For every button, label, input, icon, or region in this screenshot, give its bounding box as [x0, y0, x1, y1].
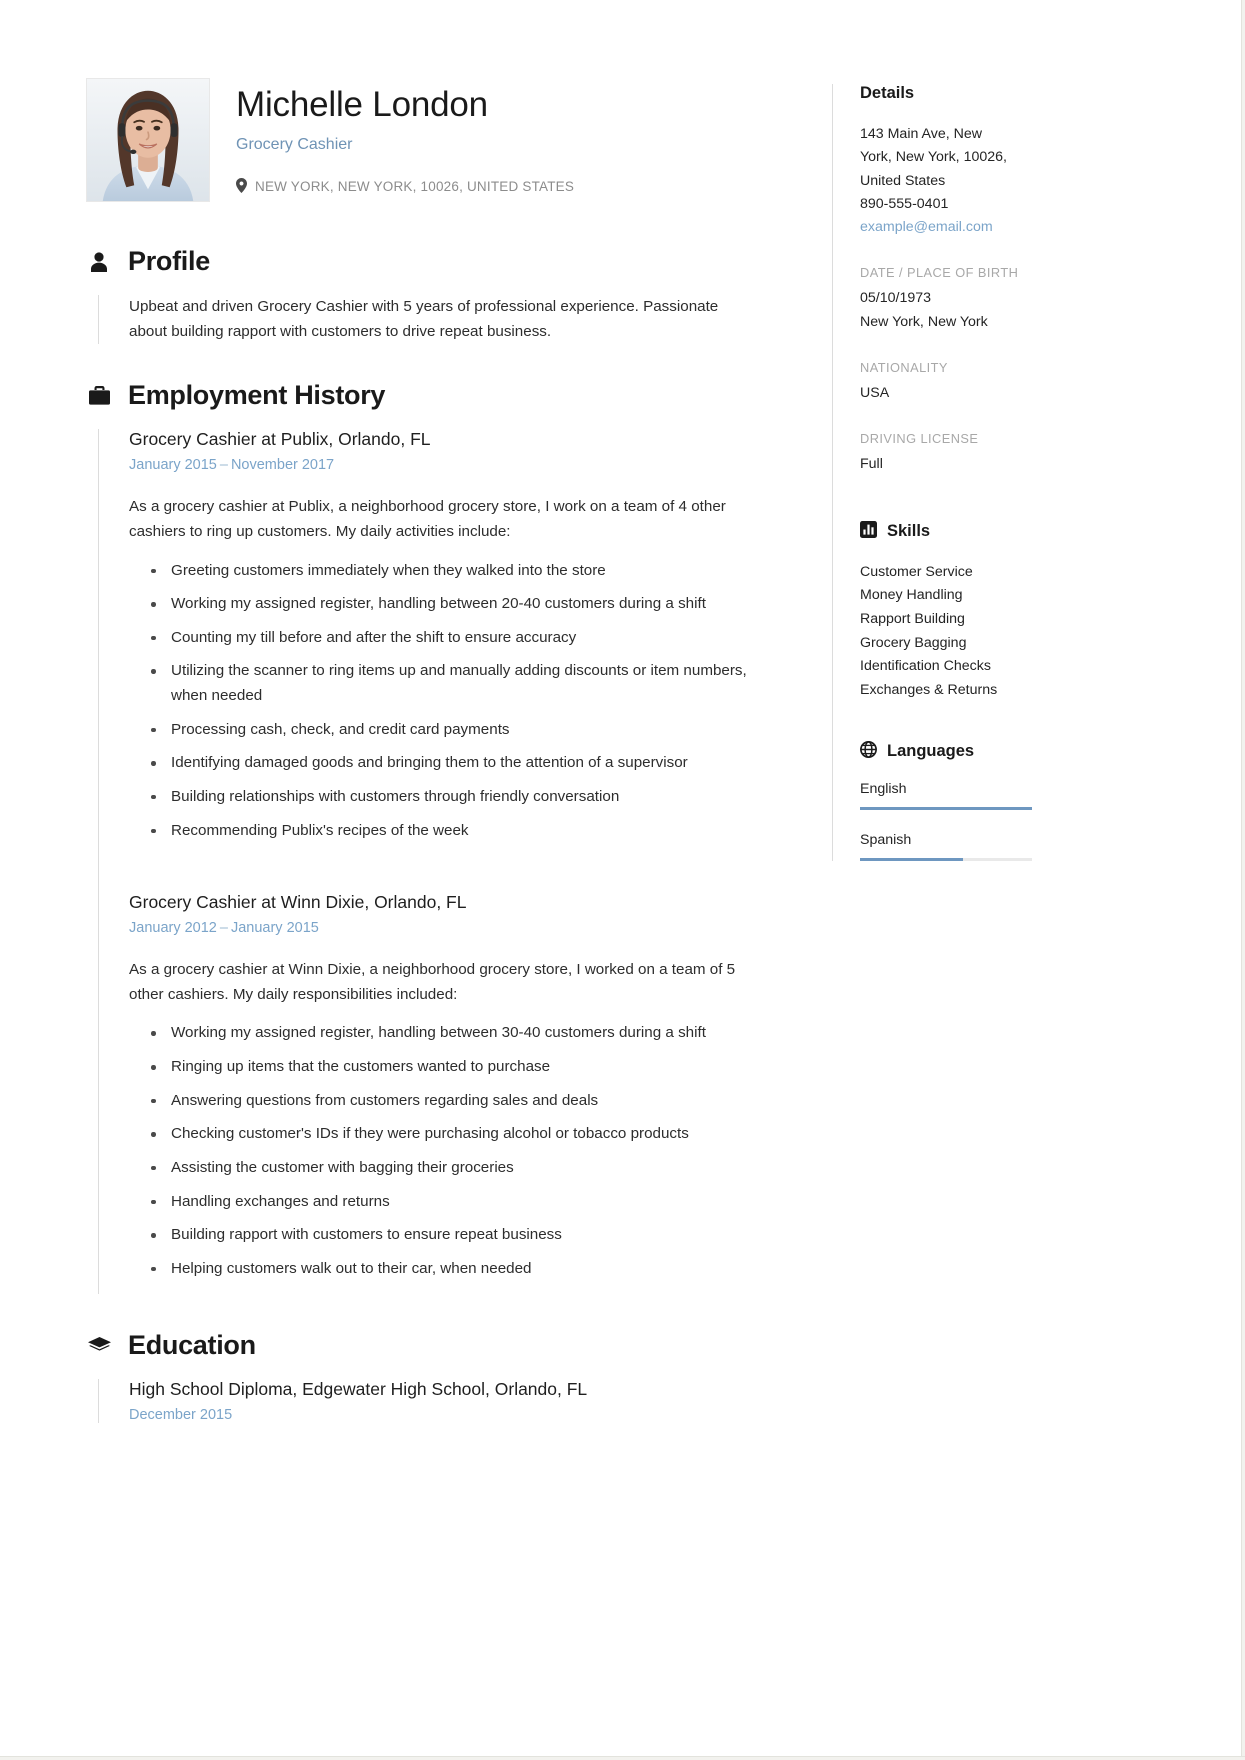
education-title: Education: [128, 1330, 256, 1361]
header-job-title: Grocery Cashier: [236, 135, 353, 153]
page-edge-bottom: [0, 1756, 1245, 1760]
job-date-dash: –: [219, 920, 228, 937]
list-item: Identifying damaged goods and bringing them to the attention of a supervisor: [145, 751, 760, 776]
briefcase-icon: [86, 383, 112, 409]
list-item: Working my assigned register, handling between 20-40 customers during a shift: [145, 592, 760, 617]
employment-title: Employment History: [128, 380, 386, 411]
details-title: Details: [860, 84, 915, 102]
list-item: Greeting customers immediately when they walked into the store: [145, 559, 760, 584]
skills-heading: [860, 521, 1092, 543]
skills-title: Skills: [887, 522, 931, 541]
language-item: [860, 781, 1092, 810]
education-entry-date: December 2015: [129, 1407, 233, 1424]
skill-item: Identification Checks: [860, 658, 991, 675]
education-entry-heading: High School Diploma, Edgewater High School, Orlando, FL: [129, 1379, 588, 1400]
bar-chart-icon: [860, 521, 877, 543]
nationality-value: USA: [860, 384, 890, 401]
sidebar: [832, 78, 1092, 883]
job-heading: Grocery Cashier at Publix, Orlando, FL: [129, 429, 431, 450]
language-level-fill: [860, 858, 963, 861]
list-item: Processing cash, check, and credit card payments: [145, 718, 760, 743]
job-heading: Grocery Cashier at Winn Dixie, Orlando, FL: [129, 892, 467, 913]
languages-title: Languages: [887, 742, 975, 761]
driving-license-label: DRIVING LICENSE: [860, 431, 979, 447]
language-item: [860, 832, 1092, 861]
list-item: Building rapport with customers to ensure repeat business: [145, 1223, 760, 1248]
skills-rule: [832, 521, 833, 741]
list-item: Ringing up items that the customers wanted to purchase: [145, 1055, 760, 1080]
avatar: [86, 78, 210, 202]
graduation-cap-icon: [86, 1333, 112, 1359]
list-item: Assisting the customer with bagging their groceries: [145, 1156, 760, 1181]
job-bullet-list: [145, 559, 760, 844]
birth-date: 05/10/1973: [860, 290, 932, 307]
job-dates: [129, 920, 760, 936]
list-item: Recommending Publix's recipes of the week: [145, 819, 760, 844]
job-start-date: January 2012: [129, 920, 217, 937]
employment-heading: [86, 380, 760, 411]
page-title: Michelle London: [236, 85, 488, 124]
job-dates: [129, 457, 760, 473]
languages-heading: [860, 741, 1092, 763]
main-column: [0, 78, 760, 1459]
job-start-date: January 2015: [129, 457, 217, 474]
job-end-date: November 2017: [230, 457, 335, 474]
skill-item: Customer Service: [860, 563, 973, 580]
birth-label: DATE / PLACE OF BIRTH: [860, 265, 1019, 281]
skill-item: Grocery Bagging: [860, 634, 967, 651]
skill-item: Exchanges & Returns: [860, 682, 998, 699]
birth-place: New York, New York: [860, 313, 988, 330]
language-level-fill: [860, 807, 1032, 810]
profile-heading: [86, 246, 760, 277]
job-description: As a grocery cashier at Winn Dixie, a neighborhood grocery store, I worked on a team of 5 other cashiers. My daily responsibilities included:: [129, 961, 736, 1003]
language-level-bar: [860, 858, 1032, 861]
address-line: 143 Main Ave, New: [860, 126, 982, 142]
section-employment: [86, 380, 760, 1294]
profile-photo-illustration: [87, 79, 209, 201]
driving-license-value: Full: [860, 456, 883, 473]
skill-item: Money Handling: [860, 587, 963, 604]
education-entry: [129, 1379, 760, 1423]
email-link[interactable]: example@email.com: [860, 219, 993, 236]
language-name: English: [860, 780, 907, 797]
details-block: [832, 84, 1092, 521]
language-name: Spanish: [860, 831, 912, 848]
list-item: Counting my till before and after the shift to ensure accuracy: [145, 626, 760, 651]
employment-body: [98, 429, 760, 1294]
list-item: Working my assigned register, handling between 30-40 customers during a shift: [145, 1021, 760, 1046]
address-line: United States: [860, 172, 946, 189]
language-level-bar: [860, 807, 1032, 810]
location-pin-icon: [236, 178, 247, 196]
job-description: As a grocery cashier at Publix, a neighborhood grocery store, I work on a team of 4 other cashiers to ring up customers. My daily activities include:: [129, 498, 726, 540]
job-entry: [129, 429, 760, 856]
details-rule: [832, 84, 833, 521]
address-line: York, New York, 10026,: [860, 149, 1007, 166]
profile-text: Upbeat and driven Grocery Cashier with 5 years of professional experience. Passionate about building rapport with customers to drive repeat business.: [129, 298, 719, 340]
list-item: Helping customers walk out to their car, when needed: [145, 1257, 760, 1282]
education-body: [98, 1379, 760, 1423]
resume-header: [86, 78, 760, 202]
header-text-group: [236, 78, 574, 196]
languages-block: [832, 741, 1092, 861]
job-entry: [129, 892, 760, 1294]
section-education: [86, 1330, 760, 1423]
skills-block: [832, 521, 1092, 741]
globe-icon: [860, 741, 877, 763]
skill-item: Rapport Building: [860, 610, 965, 627]
list-item: Building relationships with customers through friendly conversation: [145, 785, 760, 810]
education-heading: [86, 1330, 760, 1361]
profile-title: Profile: [128, 246, 210, 276]
phone-number: 890-555-0401: [860, 195, 949, 212]
section-profile: [86, 246, 760, 344]
header-location: [236, 178, 574, 196]
list-item: Checking customer's IDs if they were purchasing alcohol or tobacco products: [145, 1122, 760, 1147]
header-location-text: NEW YORK, NEW YORK, 10026, UNITED STATES: [255, 179, 575, 194]
profile-body: [98, 295, 760, 344]
list-item: Answering questions from customers regarding sales and deals: [145, 1089, 760, 1114]
list-item: Utilizing the scanner to ring items up and manually adding discounts or item numbers, when needed: [145, 659, 760, 708]
job-end-date: January 2015: [230, 920, 319, 937]
job-bullet-list: [145, 1021, 760, 1281]
person-icon: [86, 249, 112, 275]
list-item: Handling exchanges and returns: [145, 1190, 760, 1215]
nationality-label: NATIONALITY: [860, 359, 948, 375]
job-date-dash: –: [219, 457, 228, 474]
languages-rule: [832, 741, 833, 861]
